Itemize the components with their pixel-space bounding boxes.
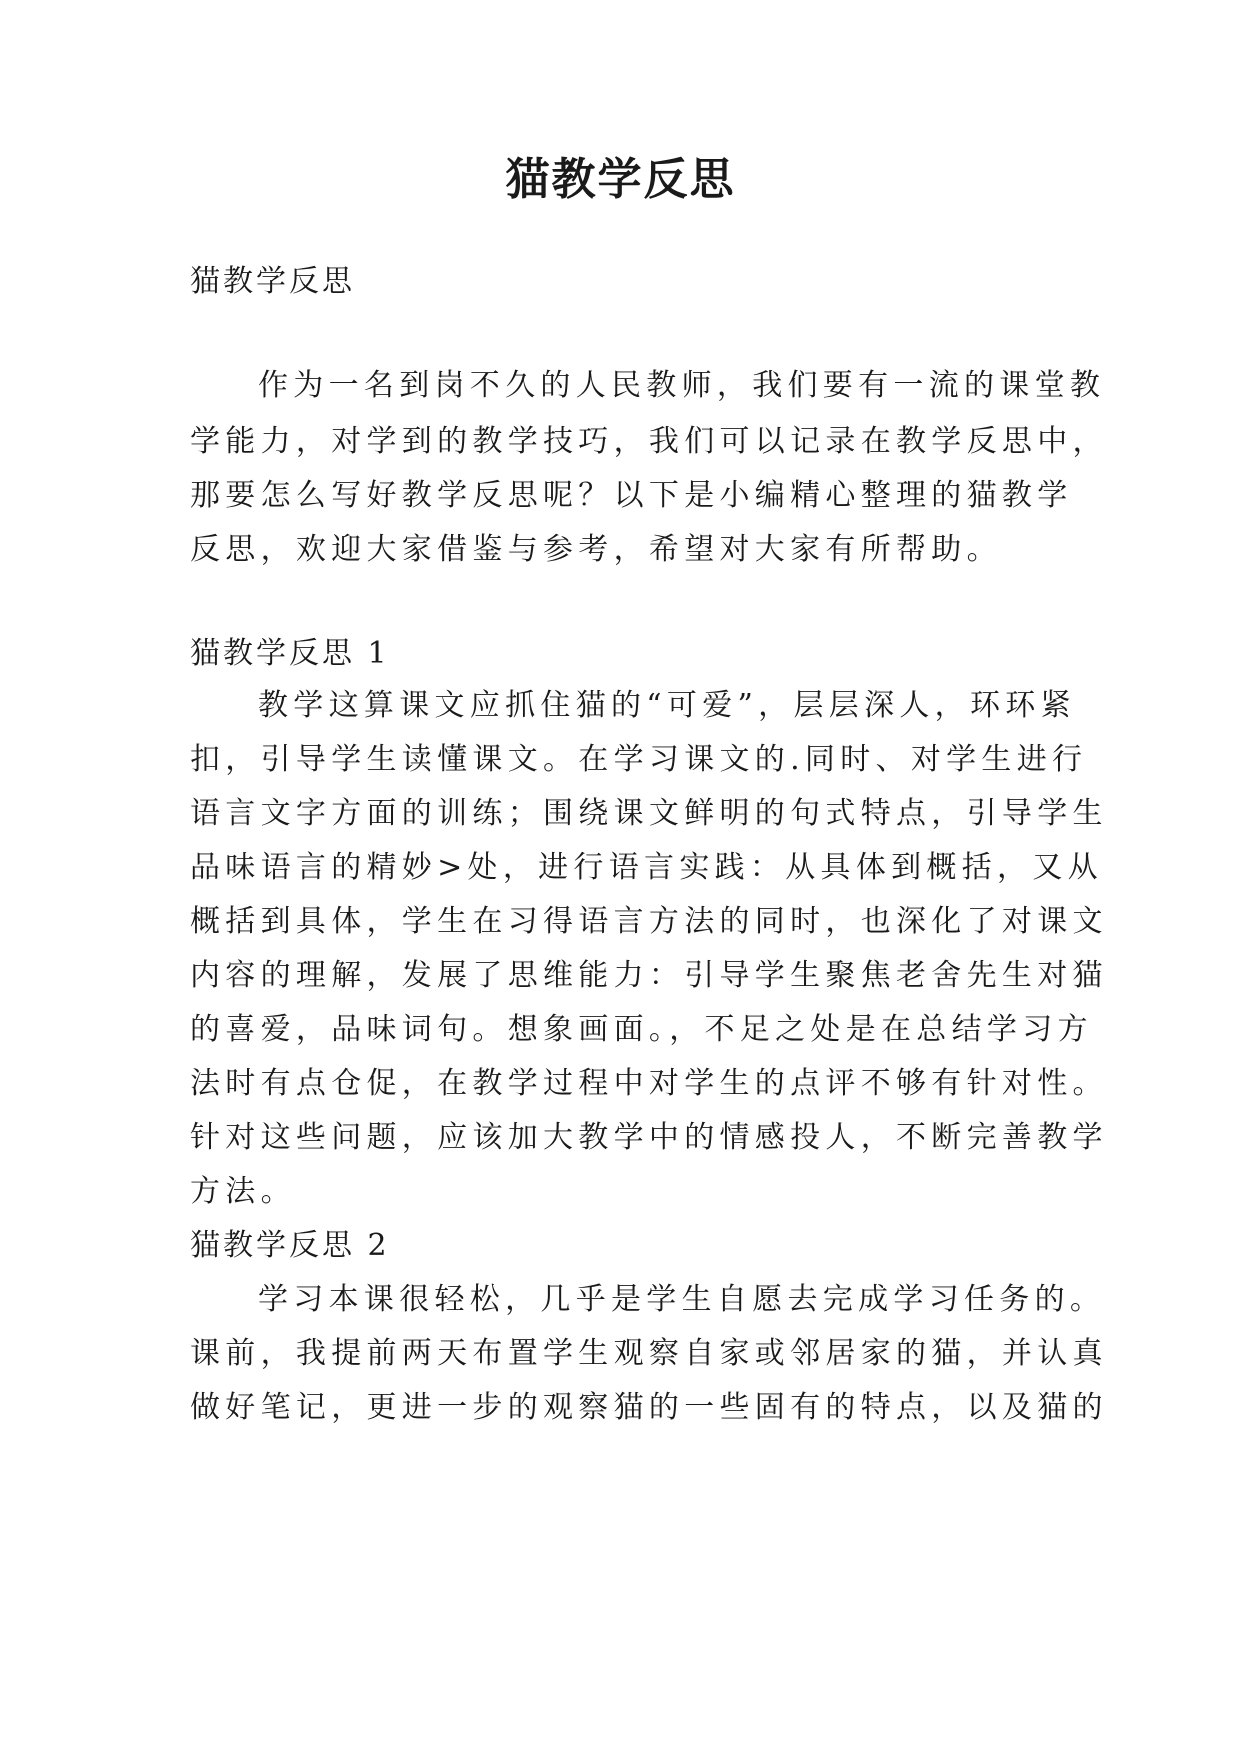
section-heading: 猫教学反思 1 <box>190 636 390 671</box>
section-line: 课前，我提前两天布置学生观察自家或邻居家的猫，并认真 <box>190 1336 1108 1371</box>
section-heading: 猫教学反思 2 <box>190 1228 390 1263</box>
section-line: 做好笔记，更进一步的观察猫的一些固有的特点，以及猫的 <box>190 1390 1108 1425</box>
section-line: 的喜爱，品味词句。想象画面。，不足之处是在总结学习方 <box>190 1012 1093 1047</box>
intro-line: 反思，欢迎大家借鉴与参考，希望对大家有所帮助。 <box>190 532 1002 567</box>
section-line: 内容的理解，发展了思维能力：引导学生聚焦老舍先生对猫 <box>190 958 1108 993</box>
document-subtitle: 猫教学反思 <box>190 264 355 299</box>
section-line: 针对这些问题，应该加大教学中的情感投人，不断完善教学 <box>190 1120 1108 1155</box>
document-title: 猫教学反思 <box>505 154 736 205</box>
section-line: 教学这算课文应抓住猫的“可爱”，层层深人，环环紧 <box>258 688 1076 723</box>
section-line: 品味语言的精妙>处，进行语言实践：从具体到概括，又从 <box>190 850 1103 885</box>
intro-line: 作为一名到岗不久的人民教师，我们要有一流的课堂教 <box>258 368 1106 403</box>
intro-line: 那要怎么写好教学反思呢？以下是小编精心整理的猫教学 <box>190 478 1073 513</box>
section-line: 概括到具体，学生在习得语言方法的同时，也深化了对课文 <box>190 904 1108 939</box>
section-line: 方法。 <box>190 1174 296 1209</box>
section-line: 语言文字方面的训练；围绕课文鲜明的句式特点，引导学生 <box>190 796 1108 831</box>
section-line: 学习本课很轻松，几乎是学生自愿去完成学习任务的。 <box>258 1282 1106 1317</box>
section-line: 扣，引导学生读懂课文。在学习课文的.同时、对学生进行 <box>190 742 1088 777</box>
intro-line: 学能力，对学到的教学技巧，我们可以记录在教学反思中， <box>190 424 1108 459</box>
section-line: 法时有点仓促，在教学过程中对学生的点评不够有针对性。 <box>190 1066 1108 1101</box>
